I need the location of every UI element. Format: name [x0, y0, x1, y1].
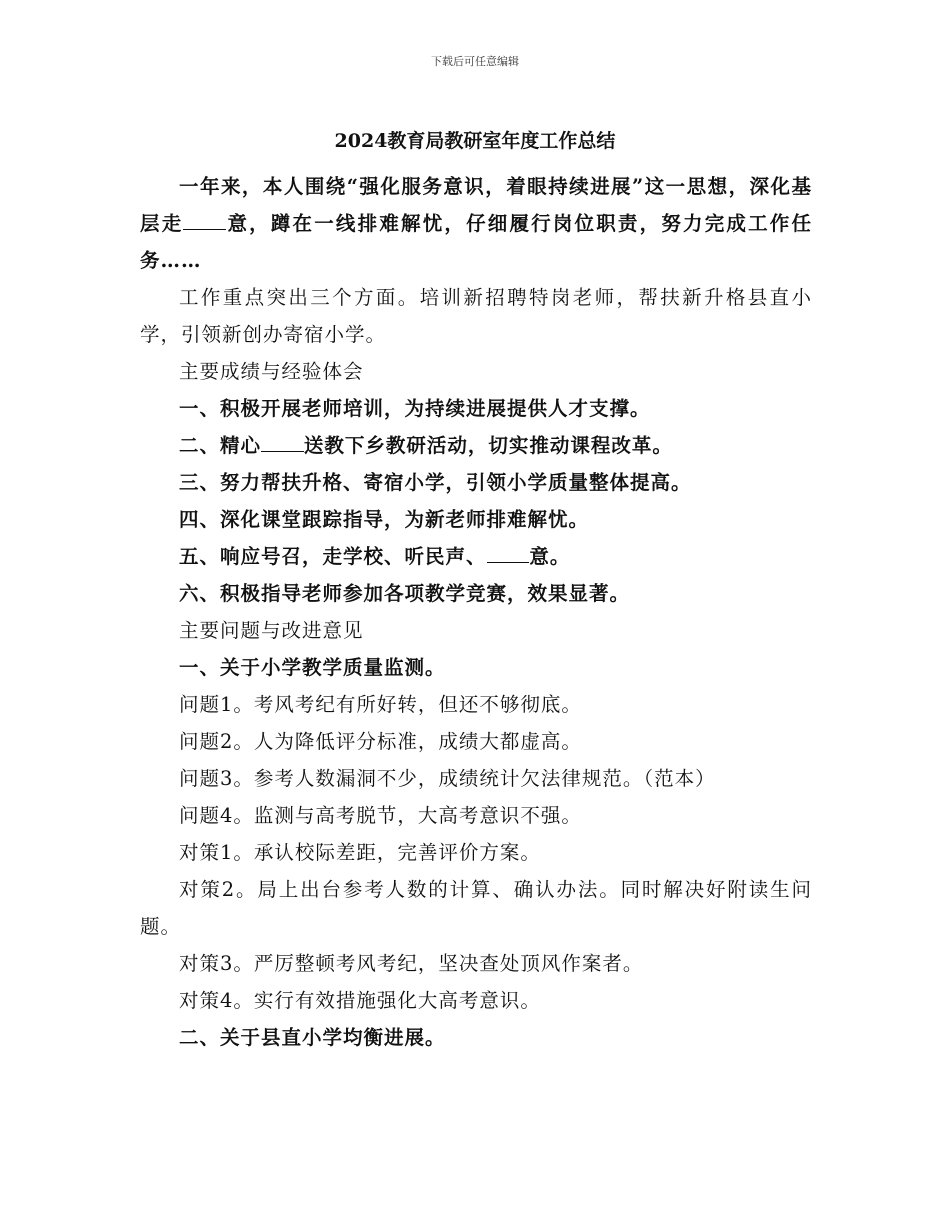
achievement-item-5-text-1: 五、响应号召，走学校、听民声、 [179, 545, 487, 568]
problems-section-1: 一、关于小学教学质量监测。 [179, 656, 446, 679]
achievement-item-2 [140, 427, 812, 464]
measure-1: 对策1。承认校际差距，完善评价方案。 [179, 841, 541, 864]
problem-4: 问题4。监测与高考脱节，大高考意识不强。 [179, 804, 582, 827]
document-body [140, 168, 812, 1056]
problem-1: 问题1。考风考纪有所好转，但还不够彻底。 [179, 693, 582, 716]
blank-line [487, 544, 530, 563]
achievement-item-3: 三、努力帮扶升格、寄宿小学，引领小学质量整体提高。 [179, 471, 692, 494]
intro-paragraph [140, 168, 812, 279]
achievement-item-6: 六、积极指导老师参加各项教学竞赛，效果显著。 [179, 582, 631, 605]
measure-3: 对策3。严厉整顿考风考纪，坚决查处顶风作案者。 [179, 952, 644, 975]
document-title: 2024教育局教研室年度工作总结 [334, 130, 616, 152]
achievement-item-5 [140, 538, 812, 575]
measure-2: 对策2。局上出台参考人数的计算、确认办法。同时解决好附读生问题。 [140, 878, 812, 938]
blank-line [261, 433, 304, 452]
achievement-item-5-text-2: 意。 [529, 545, 571, 568]
achievement-item-2-text-1: 二、精心 [179, 434, 262, 457]
intro-text-2: 意，蹲在一线排难解忧，仔细履行岗位职责，努力完成工作任务…… [140, 212, 812, 272]
achievement-item-2-text-2: 送教下乡教研活动，切实推动课程改革。 [303, 434, 673, 457]
problem-2: 问题2。人为降低评分标准，成绩大都虚高。 [179, 730, 582, 753]
blank-line [183, 211, 226, 230]
intro-text-1: 一年来，本人围绕“强化服务意识，着眼持续进展”这一思想，深化基层走 [140, 175, 812, 235]
achievements-heading: 主要成绩与经验体会 [179, 360, 364, 383]
problem-3: 问题3。参考人数漏洞不少，成绩统计欠法律规范。（范本） [179, 767, 716, 790]
measure-4: 对策4。实行有效措施强化大高考意识。 [179, 989, 541, 1012]
problems-section-2: 二、关于县直小学均衡进展。 [179, 1026, 446, 1049]
achievement-item-1: 一、积极开展老师培训，为持续进展提供人才支撑。 [179, 397, 651, 420]
page-header-note: 下载后可任意编辑 [431, 55, 519, 68]
problems-heading: 主要问题与改进意见 [179, 619, 364, 642]
focus-paragraph: 工作重点突出三个方面。培训新招聘特岗老师，帮扶新升格县直小学，引领新创办寄宿小学。 [140, 286, 812, 346]
achievement-item-4: 四、深化课堂跟踪指导，为新老师排难解忧。 [179, 508, 590, 531]
